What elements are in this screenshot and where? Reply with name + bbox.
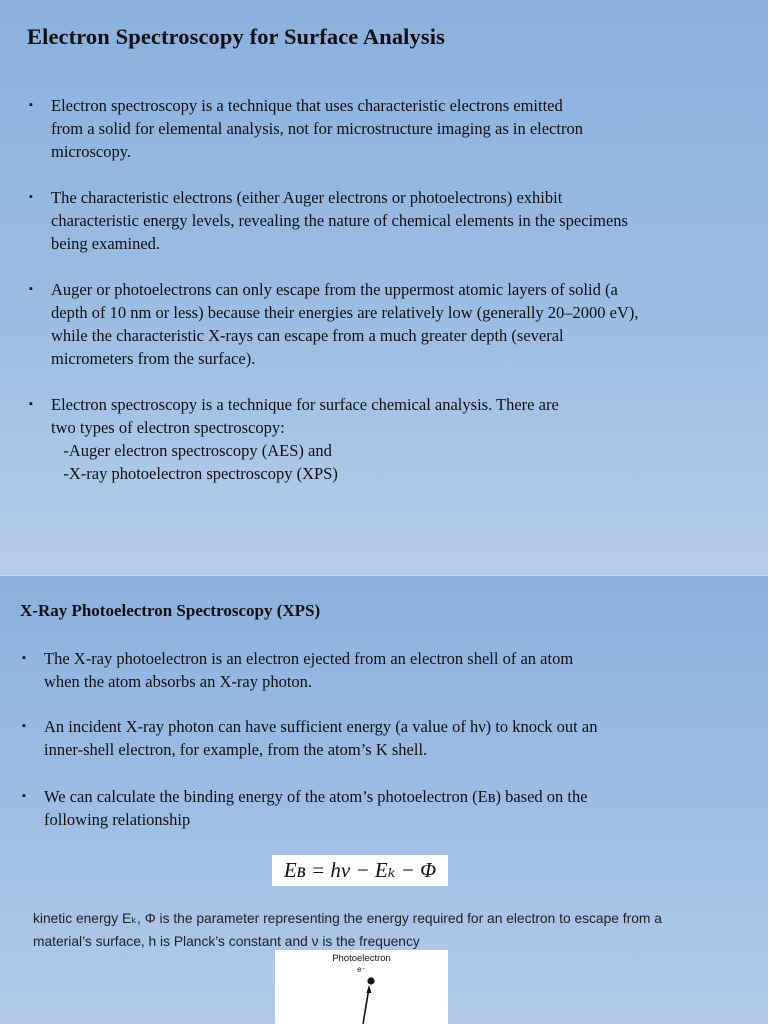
- electron-trajectory-arrow: [363, 988, 369, 1024]
- bullet-line: microscopy.: [51, 142, 132, 161]
- slide-2-bullet-1: [22, 647, 574, 693]
- slide-1-title: Electron Spectroscopy for Surface Analysis: [27, 24, 445, 49]
- bullet-line: inner-shell electron, for example, from the atom’s K shell.: [44, 740, 428, 759]
- bullet-line: depth of 10 nm or less) because their energies are relatively low (generally 20–2000 eV),: [51, 303, 639, 322]
- bullet-line: The characteristic electrons (either Auger electrons or photoelectrons) exhibit: [51, 188, 563, 207]
- slide-1-bullet-4: [29, 393, 559, 485]
- bullet-marker: ▪: [22, 720, 26, 732]
- slide-2-bullet-2: [22, 715, 598, 761]
- bullet-marker: ▪: [29, 398, 33, 410]
- bullet-marker: ▪: [29, 99, 33, 111]
- bullet-marker: ▪: [22, 790, 26, 802]
- bullet-line: two types of electron spectroscopy:: [51, 418, 285, 437]
- bullet-line: being examined.: [51, 234, 161, 253]
- arrow-head: [367, 985, 372, 993]
- bullet-line: The X-ray photoelectron is an electron ejected from an electron shell of an atom: [44, 649, 574, 668]
- bullet-line: -Auger electron spectroscopy (AES) and: [51, 441, 332, 460]
- equation-caption: [33, 907, 662, 953]
- figure-label: Photoelectron: [332, 953, 391, 964]
- bullet-line: characteristic energy levels, revealing the nature of chemical elements in the specimens: [51, 211, 628, 230]
- bullet-marker: ▪: [22, 652, 26, 664]
- binding-energy-equation: [272, 855, 448, 886]
- bullet-line: while the characteristic X-rays can escape from a much greater depth (several: [51, 326, 564, 345]
- bullet-line: Electron spectroscopy is a technique for surface chemical analysis. There are: [51, 395, 559, 414]
- bullet-line: We can calculate the binding energy of the atom’s photoelectron (Eʙ) based on the: [44, 787, 588, 806]
- electron-dot: [367, 977, 374, 984]
- slide-2-title: X-Ray Photoelectron Spectroscopy (XPS): [20, 601, 321, 620]
- bullet-line: following relationship: [44, 810, 191, 829]
- caption-line: material’s surface, h is Planck’s constant and ν is the frequency: [33, 934, 420, 949]
- bullet-marker: ▪: [29, 283, 33, 295]
- slide-1-bullet-2: [29, 186, 628, 255]
- bullet-line: Auger or photoelectrons can only escape from the uppermost atomic layers of solid (a: [51, 280, 618, 299]
- electron-symbol: e⁻: [357, 965, 366, 974]
- bullet-line: when the atom absorbs an X-ray photon.: [44, 672, 313, 691]
- photoelectron-diagram: [275, 950, 448, 1024]
- caption-line: kinetic energy Eₖ, Φ is the parameter representing the energy required for an electron to escape from a: [33, 911, 662, 926]
- bullet-line: micrometers from the surface).: [51, 349, 256, 368]
- bullet-line: -X-ray photoelectron spectroscopy (XPS): [51, 464, 338, 483]
- slide-2-bullet-3: [22, 785, 588, 831]
- photoelectron-figure: [275, 950, 448, 1024]
- slide-1-bullet-3: [29, 278, 639, 370]
- bullet-line: from a solid for elemental analysis, not for microstructure imaging as in electron: [51, 119, 583, 138]
- bullet-line: An incident X-ray photon can have sufficient energy (a value of hν) to knock out an: [44, 717, 598, 736]
- slide-1-bullet-1: [29, 94, 583, 163]
- bullet-marker: ▪: [29, 191, 33, 203]
- bullet-line: Electron spectroscopy is a technique that uses characteristic electrons emitted: [51, 96, 563, 115]
- equation-text: Eʙ = hν − Eₖ − Φ: [283, 858, 437, 882]
